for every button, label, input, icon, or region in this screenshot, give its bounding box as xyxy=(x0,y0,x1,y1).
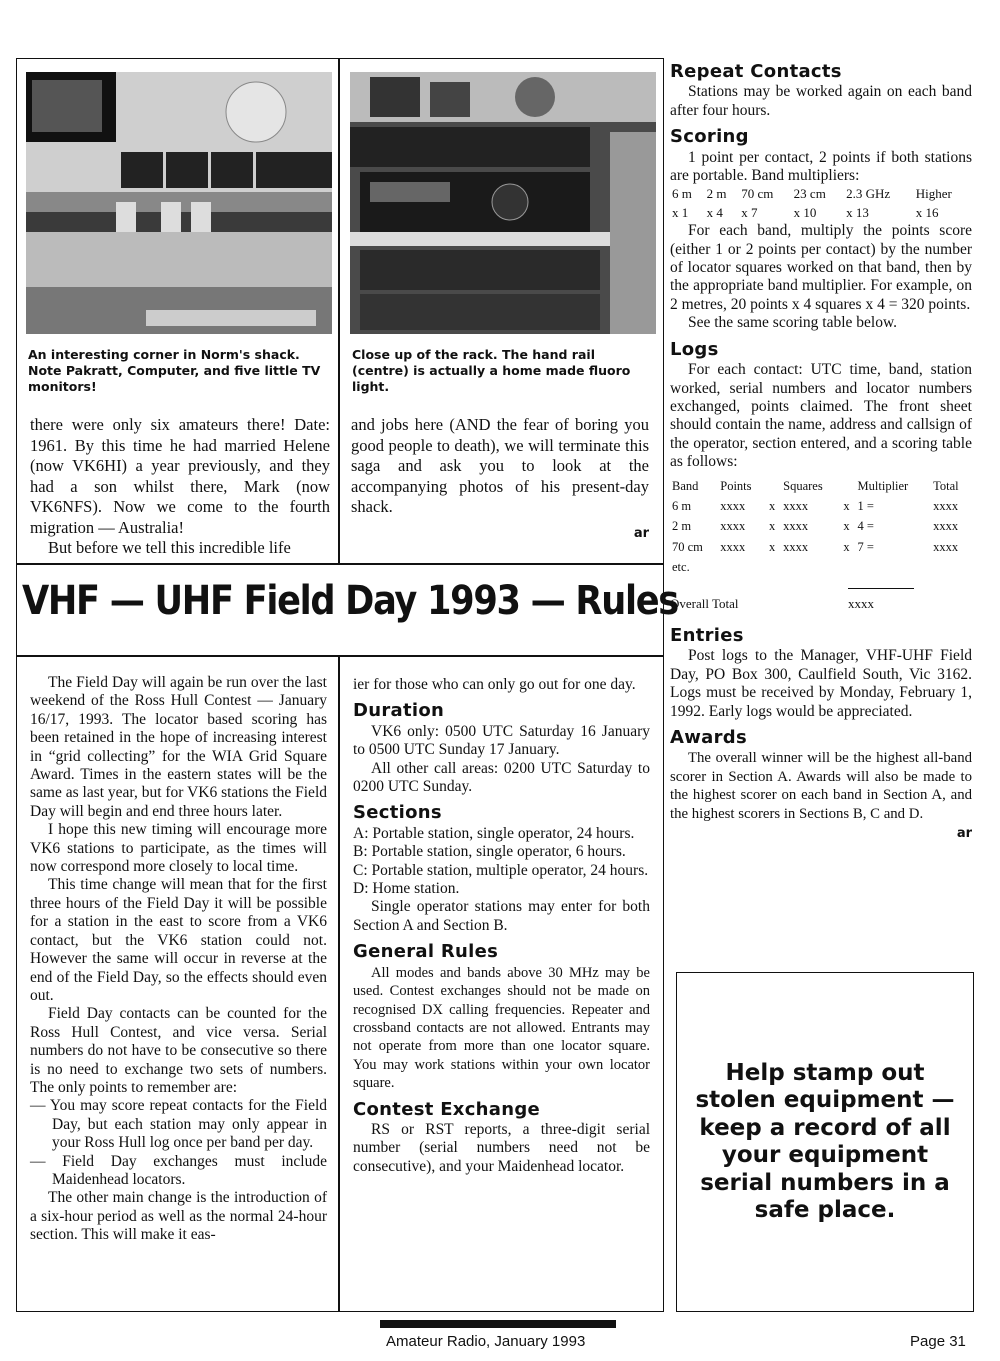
rules-paragraph: This time change will mean that for the first three hours of the Field Day it will be possible for a station in the east to score from a VK6 contact, but the VK6 station could not. However the same will occur in reverse at the end of the Field Day, so the effects should even out. xyxy=(30,876,327,1004)
section-a: A: Portable station, single operator, 24 hours. xyxy=(353,824,635,842)
table-cell: etc. xyxy=(672,560,690,575)
general-rules-heading: General Rules xyxy=(353,941,499,963)
table-cell xyxy=(841,557,855,577)
rules-paragraph: All other call areas: 0200 UTC Saturday to 0200 UTC Sunday. xyxy=(353,759,650,796)
table-cell: 1 = xyxy=(857,498,874,513)
band-cell: 2.3 GHz xyxy=(846,186,891,202)
band-row xyxy=(670,185,972,203)
table-cell: x xyxy=(768,498,776,513)
section-c: C: Portable station, multiple operator, 24 hours. xyxy=(353,861,649,879)
band-cell: 23 cm xyxy=(793,186,826,202)
scoring-heading: Scoring xyxy=(670,126,749,148)
stolen-equipment-ad xyxy=(676,972,974,1312)
multiplier-cell: x 1 xyxy=(672,204,689,220)
photo-rack-closeup xyxy=(350,72,656,334)
table-cell: xxxx xyxy=(933,539,959,554)
ad-text: Help stamp out stolen equipment — keep a record of all your equipment serial numbers in a safe place. xyxy=(695,1059,955,1223)
rules-paragraph: VK6 only: 0500 UTC Saturday 16 January to 0500 UTC Sunday 17 January. xyxy=(353,722,650,759)
shack-photo-illustration xyxy=(26,72,332,334)
overall-total-value: xxxx xyxy=(848,595,874,611)
overall-total-label: Overall Total xyxy=(670,595,739,611)
repeat-contacts-heading: Repeat Contacts xyxy=(670,61,842,82)
header-cell: Total xyxy=(933,478,959,493)
photo-norms-shack xyxy=(26,72,332,334)
rules-paragraph: 1 point per contact, 2 points if both stations are portable. Band multipliers: xyxy=(670,148,972,185)
entries-heading: Entries xyxy=(670,624,744,646)
table-cell: xxxx xyxy=(783,498,809,513)
table-cell: xxxx xyxy=(933,498,959,513)
duration-heading: Duration xyxy=(353,700,445,722)
rules-paragraph: The Field Day will again be run over the last weekend of the Ross Hull Contest — January 16/17, 1993. The locator based scoring has been retained in the hope of increasing interest in “grid collecting” for the WIA Grid Square Award. Times in the eastern states will be the same as last year, but for VK6 stations the Field Day will begin and end three hours later. xyxy=(30,674,327,820)
table-cell: 70 cm xyxy=(672,539,703,554)
rules-column-2 xyxy=(353,676,650,1176)
table-cell: x xyxy=(768,539,776,554)
article-title: VHF — UHF Field Day 1993 — Rules xyxy=(22,578,678,624)
header-cell: Squares xyxy=(783,478,823,493)
table-cell: 2 m xyxy=(672,519,692,534)
table-cell: xxxx xyxy=(783,519,809,534)
table-cell: 7 = xyxy=(857,539,874,554)
table-row xyxy=(670,557,972,577)
rules-paragraph: I hope this new timing will encourage more VK6 stations to participate, as the times will now correspond more closely to local time. xyxy=(30,821,327,876)
multiplier-cell: x 7 xyxy=(741,204,758,220)
rules-paragraph: Post logs to the Manager, VHF-UHF Field Day, PO Box 300, Caulfield South, Vic 3162. Logs must be received by Monday, February 1, 1992. Early logs would be appreciated. xyxy=(670,647,972,720)
rules-column-3 xyxy=(670,63,972,843)
end-mark: ar xyxy=(633,525,649,541)
multiplier-cell: x 10 xyxy=(793,204,817,220)
table-cell: xxxx xyxy=(933,519,959,534)
story-column-2 xyxy=(351,415,649,544)
table-cell xyxy=(781,557,841,577)
multiplier-cell: x 4 xyxy=(706,204,723,220)
rules-paragraph: Single operator stations may enter for both Section A and Section B. xyxy=(353,898,650,934)
band-cell: Higher xyxy=(915,186,952,202)
rules-bullet: — You may score repeat contacts for the Field Day, but each station may only appear in your Ross Hull log once per band per day. xyxy=(30,1097,327,1152)
table-cell xyxy=(718,557,767,577)
table-cell: x xyxy=(843,539,850,554)
band-cell: 2 m xyxy=(706,186,727,202)
band-cell: 70 cm xyxy=(741,186,774,202)
band-multiplier-table xyxy=(670,185,972,222)
table-cell: x xyxy=(843,498,850,513)
table-cell: 6 m xyxy=(672,498,692,513)
band-cell: 6 m xyxy=(672,186,692,202)
rules-bullet: — Field Day exchanges must include Maidenhead locators. xyxy=(30,1152,327,1188)
footer-publication: Amateur Radio, January 1993 xyxy=(386,1333,586,1350)
end-mark: ar xyxy=(956,826,972,842)
table-cell: xxxx xyxy=(783,539,809,554)
section-b: B: Portable station, single operator, 6 hours. xyxy=(353,843,626,861)
header-cell: Points xyxy=(720,478,752,493)
photo-caption-right: Close up of the rack. The hand rail (centre) is actually a home made fluoro light. xyxy=(352,347,631,394)
rules-paragraph: For each band, multiply the points score (either 1 or 2 points per contact) by the number of locator squares worked on that band, then by the appropriate band multiplier. For example, on 2 metres, 20 points x 4 squares x 4 = 320 points. xyxy=(670,222,972,313)
scoring-table xyxy=(670,476,972,578)
header-cell xyxy=(767,476,781,496)
table-cell: xxxx xyxy=(720,539,746,554)
table-row xyxy=(670,516,972,536)
photo-caption-left: An interesting corner in Norm's shack. Note Pakratt, Computer, and five little TV monitors! xyxy=(28,347,321,394)
table-cell xyxy=(931,557,972,577)
header-cell: Band xyxy=(672,478,699,493)
table-cell: xxxx xyxy=(720,498,746,513)
story-column-1 xyxy=(30,415,330,559)
story-paragraph: But before we tell this incredible life xyxy=(48,538,291,557)
table-cell xyxy=(767,557,781,577)
table-cell: 4 = xyxy=(857,519,874,534)
rules-paragraph: For each contact: UTC time, band, station worked, serial numbers and locator numbers exchanged, points claimed. The front sheet should contain the name, address and callsign of the operator, section entered, and a scoring table as follows: xyxy=(670,361,972,471)
rules-paragraph: RS or RST reports, a three-digit serial number (serial numbers need not be consecutive), and your Maidenhead locator. xyxy=(353,1120,650,1175)
footer-page-number: Page 31 xyxy=(910,1333,966,1350)
rules-column-1 xyxy=(30,674,327,1245)
rules-paragraph: Field Day contacts can be counted for the Ross Hull Contest, and vice versa. Serial numbers do not have to be consecutive so there is no need to exchange two sets of numbers. The only points to remember are: xyxy=(30,1005,327,1096)
header-cell: Multiplier xyxy=(857,478,909,493)
table-row xyxy=(670,537,972,557)
story-paragraph: and jobs here (AND the fear of boring you good people to death), we will terminate this saga and ask you to look at the accompanying photos of his present-day shack. xyxy=(351,415,649,516)
table-cell xyxy=(856,557,932,577)
table-cell: x xyxy=(768,519,776,534)
multiplier-cell: x 16 xyxy=(915,204,939,220)
table-cell: xxxx xyxy=(720,519,746,534)
awards-heading: Awards xyxy=(670,727,747,748)
rules-paragraph: ier for those who can only go out for one day. xyxy=(353,676,636,693)
multiplier-cell: x 13 xyxy=(846,204,869,220)
footer-bar xyxy=(380,1320,616,1328)
contest-exchange-heading: Contest Exchange xyxy=(353,1098,541,1120)
total-rule xyxy=(848,588,914,589)
rack-photo-illustration xyxy=(350,72,656,334)
sections-heading: Sections xyxy=(353,802,442,824)
multiplier-row xyxy=(670,204,972,222)
rules-paragraph: The other main change is the introduction of a six-hour period as well as the normal 24-hour section. This will make it eas- xyxy=(30,1189,327,1244)
rules-paragraph: Stations may be worked again on each band after four hours. xyxy=(670,83,972,119)
rules-paragraph: All modes and bands above 30 MHz may be used. Contest exchanges should not be made on recognised DX calling frequencies. Repeater and crossband contacts are not allowed. Entrants may not operate from more than one locator square. You may work stations within your own locator square. xyxy=(353,964,650,1092)
rules-column-divider xyxy=(338,656,340,1312)
story-paragraph: there were only six amateurs there! Date: 1961. By this time he had married Helene (now VK6HI) a year previously, and they had a son whilst there, Mark (now VK6NFS). Now we come to the fourth migration — Australia! xyxy=(30,415,330,537)
overall-total-row xyxy=(670,595,972,613)
table-cell: x xyxy=(843,519,850,534)
logs-heading: Logs xyxy=(670,338,719,360)
table-row xyxy=(670,496,972,516)
rules-paragraph: See the same scoring table below. xyxy=(688,314,898,332)
section-d: D: Home station. xyxy=(353,880,460,898)
rules-paragraph: The overall winner will be the highest all-band scorer in Section A. Awards will also be made to the highest scorer on each band in Section A, and the highest scorers in Sections B, C and D. xyxy=(670,750,972,822)
top-column-divider xyxy=(338,58,340,564)
header-cell xyxy=(841,476,855,496)
scoring-table-header xyxy=(670,476,972,496)
